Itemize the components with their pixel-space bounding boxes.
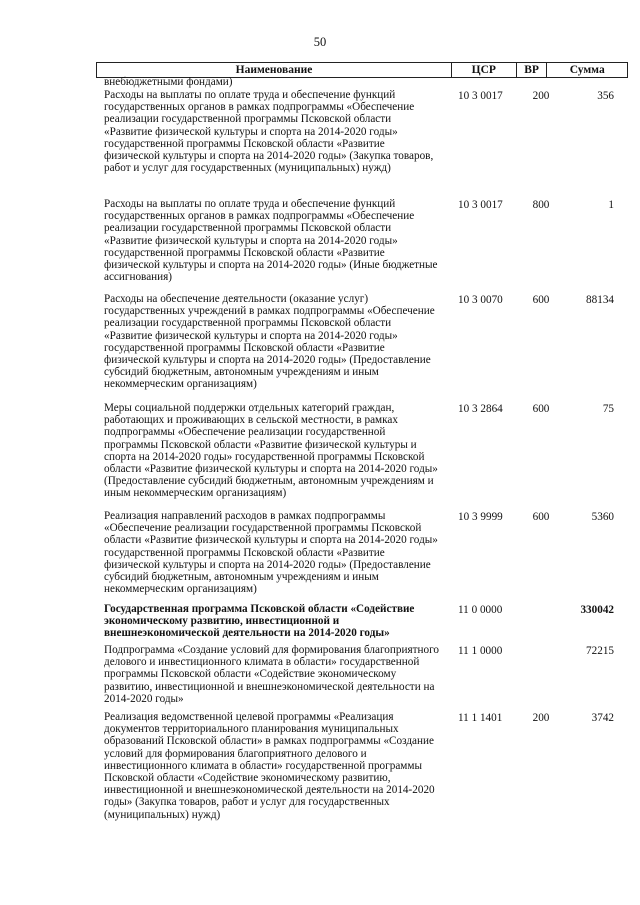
row-vr: 200 [532, 712, 550, 724]
row-csr: 10 3 9999 [458, 511, 503, 523]
row-name: Расходы на обеспечение деятельности (оказание услуг) государственных учреждений в рамках подпрограммы «Обеспечение реализации государственной программы Псковской области «Развитие физической культуры и спорта на 2014-2020 годы» государственной программы Псковской области «Развитие физической культуры и спорта на 2014-2020 годы» (Предоставление субсидий бюджетным, автономным учреждениям и иным некоммерческим организациям) [104, 293, 435, 391]
row-sum: 330042 [580, 604, 614, 616]
row-vr: 800 [532, 199, 550, 211]
row-sum: 1 [608, 199, 614, 211]
row-sum: 356 [597, 90, 614, 102]
row-name: Реализация направлений расходов в рамках подпрограммы «Обеспечение реализации государственной программы Псковской области «Развитие физической культуры и спорта на 2014-2020 годы» государственной программы Псковской области «Развитие физической культуры и спорта на 2014-2020 годы» (Предоставление субсидий бюджетным, автономным учреждениям и иным некоммерческим организациям) [104, 510, 438, 596]
row-csr: 10 3 0017 [458, 199, 503, 211]
row-sum: 75 [602, 403, 614, 415]
row-sum: 5360 [591, 511, 614, 523]
row-vr: 600 [532, 403, 550, 415]
row-csr: 11 0 0000 [458, 604, 503, 616]
row-vr: 600 [532, 511, 550, 523]
row-name: внебюджетными фондами) [104, 76, 233, 88]
page-number: 50 [313, 35, 327, 49]
row-csr: 10 3 0070 [458, 294, 503, 306]
row-vr: 600 [532, 294, 550, 306]
header-vr: ВР [517, 63, 548, 77]
header-csr: ЦСР [452, 63, 517, 77]
row-sum: 3742 [591, 712, 614, 724]
row-name: Государственная программа Псковской области «Содействие экономическому развитию, инвестиционной и внешнеэкономической деятельности на 2014-2020 годы» [104, 603, 415, 640]
row-name: Подпрограмма «Создание условий для формирования благоприятного делового и инвестиционного климата в области» государственной программы Псковской области «Содействие экономическому развитию, инвестиционной и внешнеэкономической деятельности на 2014-2020 годы» [104, 644, 439, 705]
row-name: Реализация ведомственной целевой программы «Реализация документов территориального планирования муниципальных образований Псковской области» в рамках подпрограммы «Создание условий для формирования благоприятного делового и инвестиционного климата в области» государственной программы Псковской области «Содействие экономическому развитию, инвестиционной и внешнеэкономической деятельности на 2014-2020 годы» (Закупка товаров, работ и услуг для государственных (муниципальных) нужд) [104, 711, 435, 821]
row-csr: 10 3 2864 [458, 403, 503, 415]
row-vr: 200 [532, 90, 550, 102]
row-sum: 88134 [586, 294, 614, 306]
header-sum: Сумма [569, 64, 605, 76]
row-sum: 72215 [586, 645, 614, 657]
row-name: Меры социальной поддержки отдельных категорий граждан, работающих и проживающих в сельской местности, в рамках подпрограммы «Обеспечение реализации государственной программы Псковской области «Развитие физической культуры и спорта на 2014-2020 годы» государственной программы Псковской области «Развитие физической культуры и спорта на 2014-2020 годы» (Предоставление субсидий бюджетным, автономным учреждениям и иным некоммерческим организациям) [104, 402, 438, 500]
row-csr: 10 3 0017 [458, 90, 503, 102]
row-name: Расходы на выплаты по оплате труда и обеспечение функций государственных органов в рамках подпрограммы «Обеспечение реализации государственной программы Псковской области «Развитие физической культуры и спорта на 2014-2020 годы» государственной программы Псковской области «Развитие физической культуры и спорта на 2014-2020 годы» (Иные бюджетные ассигнования) [104, 198, 438, 284]
row-csr: 11 1 1401 [458, 712, 503, 724]
row-name: Расходы на выплаты по оплате труда и обеспечение функций государственных органов в рамках подпрограммы «Обеспечение реализации государственной программы Псковской области «Развитие физической культуры и спорта на 2014-2020 годы» государственной программы Псковской области «Развитие физической культуры и спорта на 2014-2020 годы» (Закупка товаров, работ и услуг для государственных (муниципальных) нужд) [104, 89, 434, 175]
budget-table [96, 62, 628, 821]
row-csr: 11 1 0000 [458, 645, 503, 657]
header-name: Наименование [97, 63, 452, 77]
